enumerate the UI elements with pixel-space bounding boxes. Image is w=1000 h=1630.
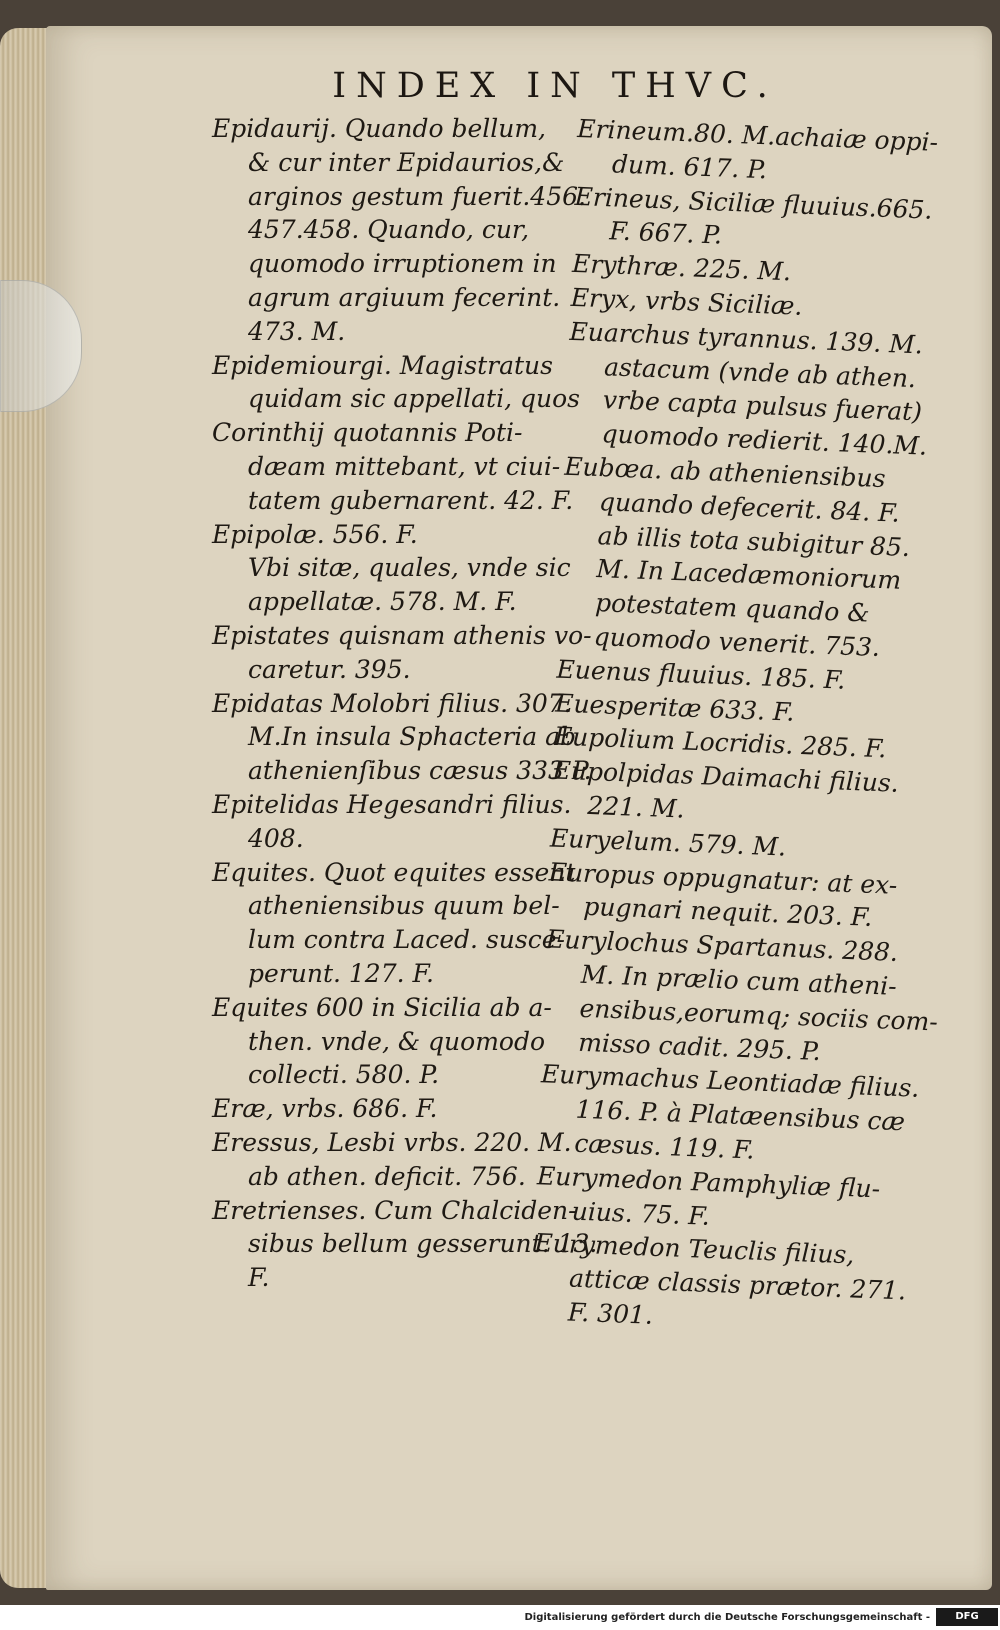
index-line: Eressus, Lesbi vrbs. 220. M.: [212, 1127, 572, 1157]
index-line: Eryx, vrbs Siciliæ.: [570, 282, 803, 321]
index-line: misso cadit. 295. P.: [577, 1027, 822, 1066]
index-line: athenienſibus cæsus 333 P.: [248, 756, 592, 786]
index-line: quidam sic appellati, quos: [248, 384, 580, 414]
index-line: quando defecerit. 84. F.: [598, 486, 901, 528]
index-line: dæam mittebant, vt ciui-: [248, 451, 561, 481]
index-line: dum. 617. P.: [611, 149, 768, 185]
index-line: Eupolpidas Daimachi filius.: [552, 755, 900, 798]
index-line: quomodo venerit. 753.: [593, 621, 881, 662]
index-line: ab athen. deficit. 756.: [248, 1161, 526, 1191]
footer-credit: Digitalisierung gefördert durch die Deutsche Forschungsgemeinschaft -: [524, 1612, 930, 1623]
index-column-left: [212, 112, 598, 1295]
index-line: Epidemiourgi. Magistratus: [212, 350, 553, 380]
index-line: Epidaurij. Quando bellum,: [212, 114, 546, 143]
index-line: quomodo redierit. 140.M.: [601, 419, 928, 461]
index-line: M. In Lacedæmoniorum: [595, 554, 902, 596]
index-line: 221. M.: [586, 790, 686, 824]
index-line: agrum argiuum fecerint.: [248, 282, 561, 312]
index-line: caretur. 395.: [248, 654, 411, 684]
index-line: quomodo irruptionem in: [248, 249, 557, 279]
index-line: 473. M.: [248, 316, 346, 346]
page-title: INDEX IN THVC.: [332, 66, 778, 106]
index-line: astacum (vnde ab athen.: [603, 351, 917, 393]
index-line: perunt. 127. F.: [248, 958, 434, 988]
index-line: lum contra Laced. susce-: [248, 925, 565, 955]
index-line: ab illis tota subigitur 85.: [597, 520, 911, 562]
index-line: tatem gubernarent. 42. F.: [248, 485, 574, 515]
index-line: F. 301.: [567, 1297, 654, 1330]
index-line: atticæ classis prætor. 271.: [568, 1263, 907, 1306]
index-line: Equites 600 in Sicilia ab a-: [212, 992, 552, 1022]
index-line: M. In prælio cum atheni-: [580, 959, 898, 1001]
index-line: pugnari nequit. 203. F.: [582, 892, 873, 933]
index-line: Eurymedon Pamphyliæ flu-: [536, 1160, 881, 1204]
index-line: Vbi sitæ, quales, vnde sic: [248, 553, 571, 583]
index-line: Epitelidas Hegesandri filius.: [212, 789, 572, 819]
index-line: then. vnde, & quomodo: [248, 1026, 546, 1056]
index-line: Eræ, vrbs. 686. F.: [212, 1094, 438, 1124]
index-line: arginos gestum fuerit.456.: [248, 181, 586, 211]
index-line: Erineus, Siciliæ fluuius.665.: [574, 181, 933, 225]
index-line: ensibus,eorumq; sociis com-: [579, 993, 939, 1037]
index-line: Eubœa. ab atheniensibus: [563, 451, 887, 494]
index-line: F.: [248, 1263, 270, 1293]
index-line: Eurymachus Leontiadæ filius.: [540, 1059, 920, 1104]
index-line: Erythræ. 225. M.: [571, 249, 792, 287]
index-line: atheniensibus quum bel-: [248, 891, 560, 921]
index-line: Euesperitæ 633. F.: [554, 688, 795, 727]
index-line: Eretrienses. Cum Chalciden-: [212, 1195, 577, 1225]
index-column-right: [531, 112, 939, 1341]
index-line: Epistates quisnam athenis vo-: [212, 620, 592, 650]
index-line: Corinthij quotannis Poti-: [212, 418, 523, 448]
index-line: Erineum.80. M.achaiæ oppi-: [576, 113, 939, 157]
index-line: F. 667. P.: [608, 216, 723, 251]
index-line: cæsus. 119. F.: [573, 1128, 756, 1165]
index-line: & cur inter Epidaurios,&: [248, 147, 565, 177]
index-line: Epidatas Molobri filius. 307.: [212, 688, 572, 718]
index-line: Eupolium Locridis. 285. F.: [553, 721, 887, 764]
index-line: vrbe capta pulsus fuerat): [602, 385, 923, 427]
index-line: sibus bellum gesserunt. 13.: [248, 1229, 598, 1259]
index-line: uius. 75. F.: [571, 1196, 711, 1231]
dfg-logo: DFG: [936, 1608, 998, 1626]
index-line: Euenus fluuius. 185. F.: [556, 654, 846, 695]
index-line: M.In insula Sphacteria ab: [248, 722, 577, 752]
page-edges: [0, 28, 52, 1588]
index-line: Eurylochus Spartanus. 288.: [545, 924, 899, 968]
index-line: Euryelum. 579. M.: [549, 823, 787, 862]
index-line: Euarchus tyrannus. 139. M.: [569, 316, 924, 360]
index-line: potestatem quando &: [594, 588, 871, 628]
index-line: Equites. Quot equites essent: [212, 857, 576, 887]
index-line: 408.: [248, 823, 304, 853]
index-line: Europus oppugnatur: at ex-: [548, 856, 898, 900]
index-line: 116. P. à Platæensibus cæ: [575, 1094, 906, 1137]
index-line: 457.458. Quando, cur,: [248, 215, 530, 245]
index-line: Epipolæ. 556. F.: [212, 519, 418, 549]
index-line: collecti. 580. P.: [248, 1060, 440, 1090]
index-line: Eurymedon Teuclis filius,: [533, 1228, 855, 1270]
index-line: appellatæ. 578. M. F.: [248, 587, 517, 617]
